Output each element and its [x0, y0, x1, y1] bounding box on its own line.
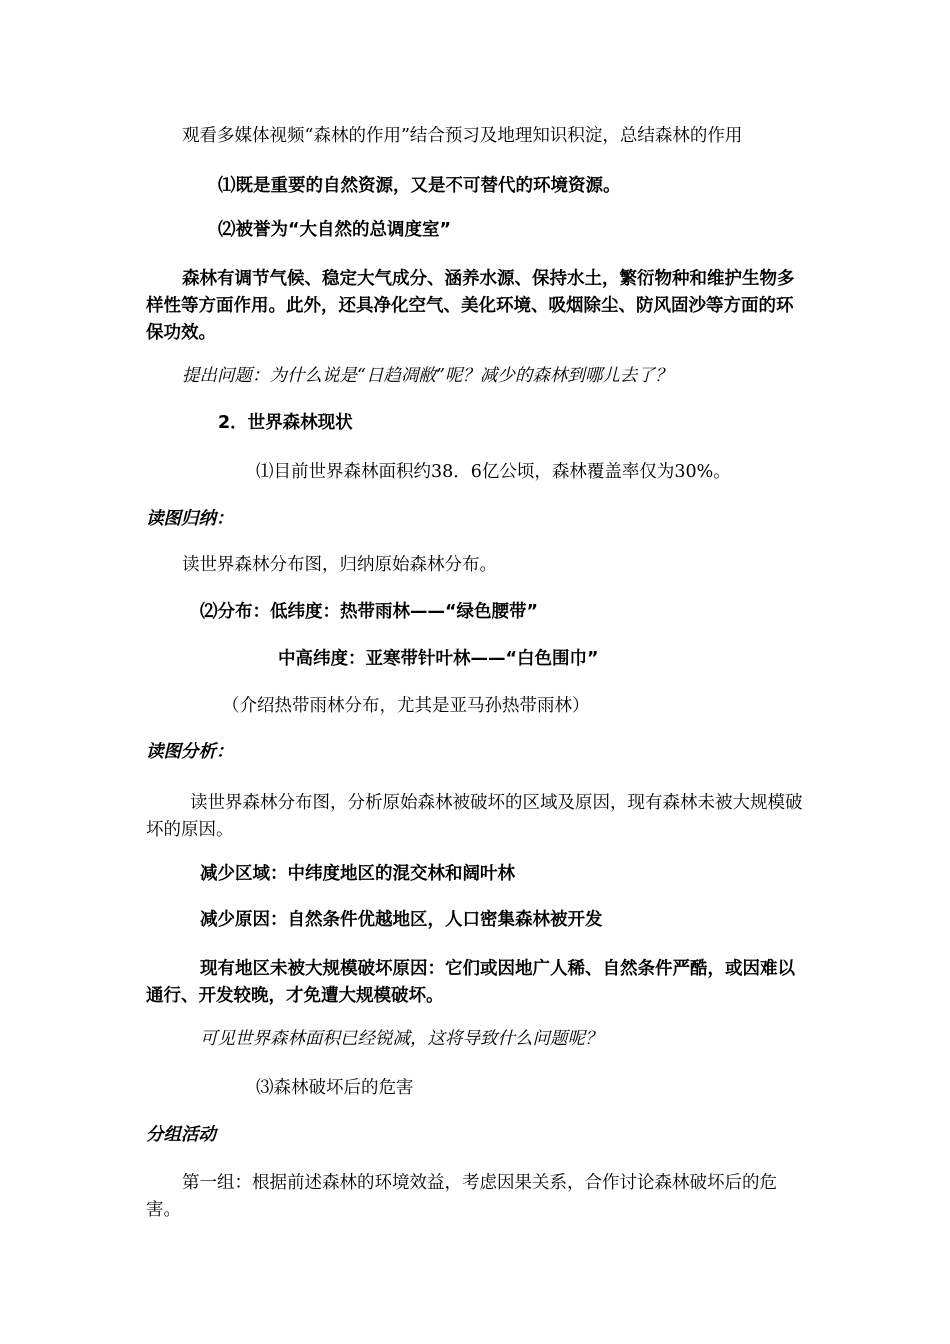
group-one-task: 第一组：根据前述森林的环境效益，考虑因果关系，合作讨论森林破坏后的危害。: [146, 1173, 777, 1220]
distribution-low-latitude: ⑵分布：低纬度：热带雨林——“绿色腰带”: [200, 602, 539, 622]
section-heading-world-forest: 2．世界森林现状: [218, 413, 353, 433]
reduction-region: 减少区域：中纬度地区的混交林和阔叶林: [200, 864, 515, 884]
intro-paragraph: 观看多媒体视频“森林的作用”结合预习及地理知识积淀，总结森林的作用: [182, 126, 743, 146]
forest-function-paragraph: 森林有调节气候、稳定大气成分、涵养水源、保持水土，繁衍物种和维护生物多样性等方面作用。此外，还具净化空气、美化环境、吸烟除尘、防风固沙等方面的环保功效。: [146, 269, 795, 343]
point-1: ⑴既是重要的自然资源，又是不可替代的环境资源。: [218, 176, 621, 196]
point-2: ⑵被誉为“大自然的总调度室”: [218, 220, 452, 240]
point-harm: ⑶森林破坏后的危害: [256, 1078, 414, 1098]
point-forest-area: ⑴目前世界森林面积约38．6亿公顷，森林覆盖率仅为30%。: [256, 462, 731, 482]
reduction-cause: 减少原因：自然条件优越地区，人口密集森林被开发: [200, 910, 603, 930]
follow-up-question: 可见世界森林面积已经锐减，这将导致什么问题呢？: [200, 1029, 603, 1049]
analysis-instruction: 读世界森林分布图，分析原始森林被破坏的区域及原因，现有森林未被大规模破坏的原因。: [146, 793, 803, 840]
distribution-mid-high-latitude: 中高纬度：亚寒带针叶林——“白色围巾”: [278, 649, 599, 669]
rainforest-note: （介绍热带雨林分布，尤其是亚马孙热带雨林）: [222, 696, 590, 716]
summary-instruction: 读世界森林分布图，归纳原始森林分布。: [182, 555, 497, 575]
question-prompt: 提出问题：为什么说是“日趋凋敝”呢？减少的森林到哪儿去了？: [182, 366, 673, 386]
activity-heading-analysis: 读图分析：: [146, 742, 234, 762]
activity-heading-summary: 读图归纳：: [146, 509, 234, 529]
undamaged-reason-paragraph: 现有地区未被大规模破坏原因：它们或因地广人稀、自然条件严酷，或因难以通行、开发较晚，才免遭大规模破坏。: [146, 959, 795, 1006]
activity-heading-group: 分组活动: [146, 1125, 216, 1145]
